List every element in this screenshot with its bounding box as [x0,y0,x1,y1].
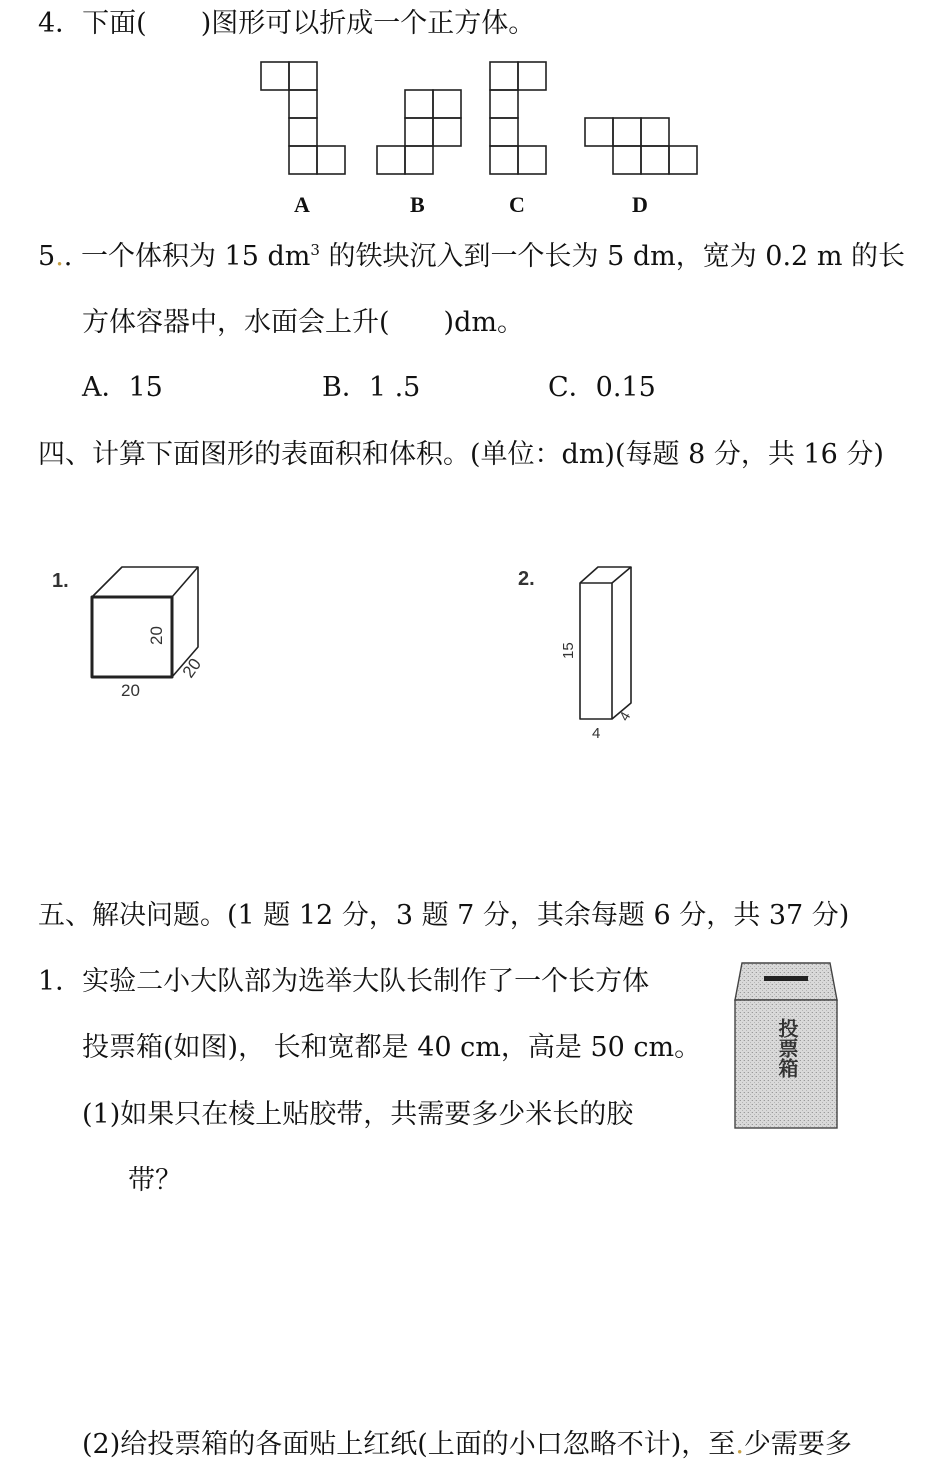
q5-choice-b: B．1 .5 [322,372,421,403]
q5-number: 5 [38,241,56,272]
fig1-width-label: 20 [121,681,140,700]
fig2-height-label: 15 [560,642,577,659]
q5-choice-c: C．0.15 [548,372,656,403]
cuboid-figure [510,555,660,750]
p1-sub2-text-b: 少需要多 [743,1429,852,1460]
p1-line1: 1．实验二小大队部为选举大队长制作了一个长方体 [38,966,650,997]
fig2-width-label: 4 [592,725,601,742]
stray-dot: . [55,241,64,272]
q5-line2: 方体容器中，水面会上升( )dm。 [82,307,524,338]
p1-sub2-line [82,1427,852,1463]
q5-text-a: . 一个体积为 15 dm [63,241,311,272]
option-b-label: B [410,192,425,217]
q5-line1 [38,239,905,275]
net-c [490,62,546,174]
net-b [377,90,461,174]
section4-title: 四、计算下面图形的表面积和体积。(单位：dm)(每题 8 分，共 16 分) [38,439,884,470]
q5-superscript: 3 [310,241,320,259]
q4-nets-figure [250,55,710,180]
fig1-height-label: 20 [147,626,166,645]
option-c-label: C [509,192,525,217]
option-a-label: A [294,192,310,217]
q4-stem: 4．下面( )图形可以折成一个正方体。 [38,8,536,39]
p1-line2: 投票箱(如图)， 长和宽都是 40 cm，高是 50 cm。 [82,1032,702,1063]
q5-text-b: 的铁块沉入到一个长为 5 dm，宽为 0.2 m 的长 [319,241,906,272]
fig1-depth-label: 20 [178,654,206,682]
cube-figure [40,555,240,705]
p1-sub1-line1: (1)如果只在棱上贴胶带，共需要多少米长的胶 [82,1099,634,1130]
section5-title: 五、解决问题。(1 题 12 分，3 题 7 分，其余每题 6 分，共 37 分) [38,900,850,931]
fig2-number: 2. [518,568,535,590]
q5-choice-a: A．15 [82,372,163,403]
net-d [585,118,697,174]
net-a [261,62,345,174]
fig1-number: 1. [52,570,69,592]
option-d-label: D [632,192,648,217]
p1-sub1-line2: 带？ [128,1165,182,1196]
ballot-box-label: 投票箱 [775,1018,799,1078]
stray-dot-2: . [735,1429,744,1460]
fig2-depth-label: 4 [615,708,634,724]
p1-sub2-text-a: (2)给投票箱的各面贴上红纸(上面的小口忽略不计)，至 [82,1429,736,1460]
